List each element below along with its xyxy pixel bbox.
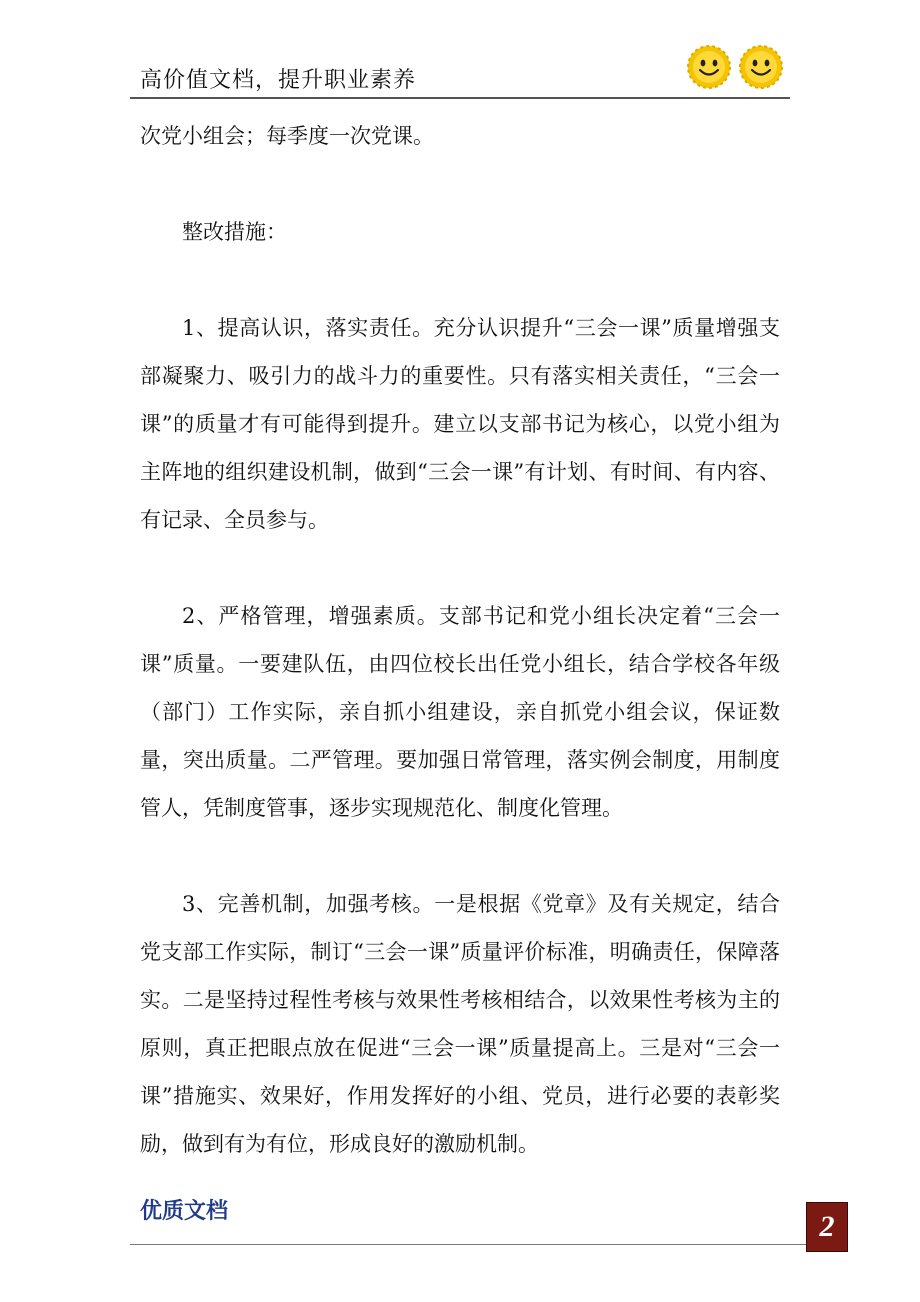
header-divider (130, 97, 790, 99)
document-body (140, 112, 780, 1168)
footer-divider (130, 1244, 820, 1245)
header-title: 高价值文档，提升职业素养 (140, 68, 417, 93)
smiley-face-icon (738, 44, 784, 90)
section-heading: 整改措施： (182, 220, 287, 244)
paragraph-2: 2、严格管理，增强素质。支部书记和党小组长决定着“三会一课”质量。一要建队伍，由四位校长出任党小组长，结合学校各年级（部门）工作实际，亲自抓小组建设，亲自抓党小组会议，保证数量，突出质量。二严管理。要加强日常管理，落实例会制度，用制度管人，凭制度管事，逐步实现规范化、制度化管理。 (140, 604, 780, 820)
footer-label: 优质文档 (140, 1198, 229, 1224)
continuation-line: 次党小组会；每季度一次党课。 (140, 124, 434, 148)
paragraph-3: 3、完善机制，加强考核。一是根据《党章》及有关规定，结合党支部工作实际，制订“三会一课”质量评价标准，明确责任，保障落实。二是坚持过程性考核与效果性考核相结合，以效果性考核为主的原则，真正把眼点放在促进“三会一课”质量提高上。三是对“三会一课”措施实、效果好，作用发挥好的小组、党员，进行必要的表彰奖励，做到有为有位，形成良好的激励机制。 (140, 892, 780, 1156)
paragraph-1: 1、提高认识，落实责任。充分认识提升“三会一课”质量增强支部凝聚力、吸引力的战斗力的重要性。只有落实相关责任，“三会一课”的质量才有可能得到提升。建立以支部书记为核心，以党小组为主阵地的组织建设机制，做到“三会一课”有计划、有时间、有内容、有记录、全员参与。 (140, 316, 780, 532)
page-number-badge: 2 (806, 1202, 848, 1252)
smiley-face-icon (686, 44, 732, 90)
